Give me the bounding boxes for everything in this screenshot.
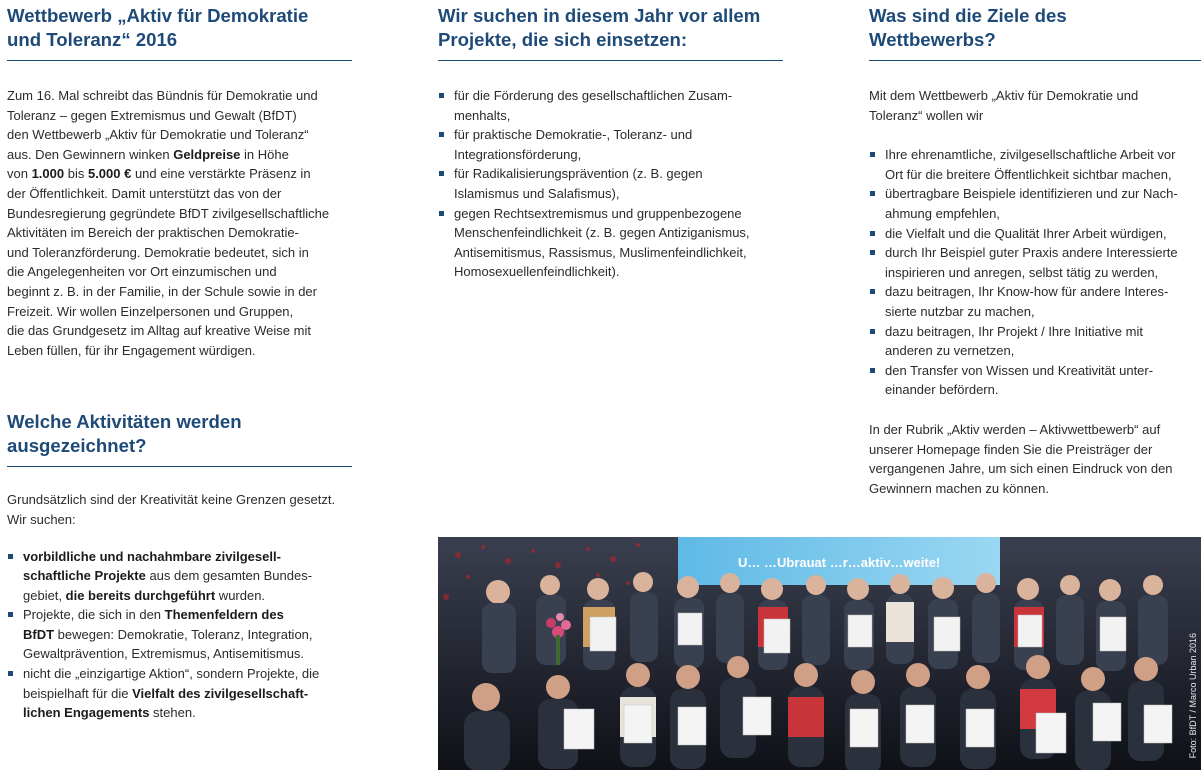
heading-rule: [7, 60, 352, 61]
bullet-square-icon: [8, 554, 13, 559]
bullet-square-icon: [870, 191, 875, 196]
bullet-square-icon: [870, 231, 875, 236]
intro-paragraph: Zum 16. Mal schreibt das Bündnis für Demokratie und Toleranz – gegen Extremismus und Gewalt (BfDT) den Wettbewerb „Aktiv für Demokratie und Toleranz“ aus. Den Gewinnern winken Geldpreise in Höhe von 1.000 bis 5.000 € und eine verstärkte Präsenz in der Öffentlichkeit. Damit unterstützt das von der Bundesregierung gegründete BfDT zivilgesellschaftliche Aktivitäten im Bereich der praktischen Demokratie- und Toleranzförderung. Demokratie bedeutet, sich in die Angelegenheiten vor Ort einzumischen und beginnt z. B. in der Familie, in der Schule sowie in der Freizeit. Wir wollen Einzelpersonen und Gruppen, die das Grundgesetz im Alltag auf kreative Weise mit Leben füllen, für ihr Engagement würdigen.: [7, 88, 330, 358]
heading-rule: [7, 466, 352, 467]
bullet-square-icon: [870, 329, 875, 334]
heading-rule: [438, 60, 783, 61]
list-item: vorbildliche und nachahmbare zivilgesell- schaftliche Projekte aus dem gesamten Bundes- gebiet, die bereits durchgeführt wurden.: [7, 547, 352, 606]
list-item: gegen Rechtsextremismus und gruppenbezogene Menschenfeindlichkeit (z. B. gegen Antiziganismus, Antisemitismus, Rassismus, Muslimenfeindlichkeit, Homosexuellenfeindlichkeit).: [438, 204, 783, 282]
goals-list: [869, 145, 1201, 400]
list-item: die Vielfalt und die Qualität Ihrer Arbeit würdigen,: [869, 224, 1201, 244]
list-item: durch Ihr Beispiel guter Praxis andere Interessierte inspirieren und anregen, selbst tätig zu werden,: [869, 243, 1201, 282]
bullet-square-icon: [439, 93, 444, 98]
list-item: Ihre ehrenamtliche, zivilgesellschaftliche Arbeit vor Ort für die breitere Öffentlichkeit sichtbar machen,: [869, 145, 1201, 184]
goals-intro: Mit dem Wettbewerb „Aktiv für Demokratie und Toleranz“ wollen wir: [869, 88, 1139, 123]
list-item: übertragbare Beispiele identifizieren und zur Nach- ahmung empfehlen,: [869, 184, 1201, 223]
photo-credit: Foto: BfDT / Marco Urban 2016: [1188, 632, 1198, 758]
bullet-square-icon: [870, 250, 875, 255]
heading-rule: [869, 60, 1201, 61]
list-item: für praktische Demokratie-, Toleranz- und Integrationsförderung,: [438, 125, 783, 164]
project-focus-list: [438, 86, 783, 282]
heading-ziele: Was sind die Ziele des Wettbewerbs?: [869, 5, 1067, 50]
list-item: für die Förderung des gesellschaftlichen Zusam- menhalts,: [438, 86, 783, 125]
group-photo: [438, 537, 1201, 770]
bullet-square-icon: [870, 289, 875, 294]
list-item: Projekte, die sich in den Themenfeldern des BfDT bewegen: Demokratie, Toleranz, Integration, Gewaltprävention, Extremismus, Antisemitismus.: [7, 605, 352, 664]
bullet-square-icon: [8, 671, 13, 676]
list-item: den Transfer von Wissen und Kreativität unter- einander befördern.: [869, 361, 1201, 400]
heading-wir-suchen: Wir suchen in diesem Jahr vor allem Projekte, die sich einsetzen:: [438, 5, 761, 50]
list-item: dazu beitragen, Ihr Projekt / Ihre Initiative mit anderen zu vernetzen,: [869, 322, 1201, 361]
column-right: [869, 0, 1201, 498]
heading-aktivitaeten: Welche Aktivitäten werden ausgezeichnet?: [7, 411, 242, 457]
column-middle: [438, 0, 783, 282]
list-item: dazu beitragen, Ihr Know-how für andere Interes- sierte nutzbar zu machen,: [869, 282, 1201, 321]
screen-text: U… …Ubrauat …r…aktiv…weite!: [738, 555, 941, 570]
list-item: nicht die „einzigartige Aktion“, sondern Projekte, die beispielhaft für die Vielfalt des zivilgesellschaft- lichen Engagements stehen.: [7, 664, 352, 723]
goals-outro: In der Rubrik „Aktiv werden – Aktivwettbewerb“ auf unserer Homepage finden Sie die Preisträger der vergangenen Jahre, um sich einen Eindruck von den Gewinnern machen zu können.: [869, 421, 1173, 496]
bullet-square-icon: [439, 171, 444, 176]
bullet-square-icon: [870, 368, 875, 373]
bullet-square-icon: [8, 612, 13, 617]
award-ceremony-illustration: [438, 537, 1201, 770]
criteria-list: [7, 547, 352, 723]
bullet-square-icon: [870, 152, 875, 157]
bullet-square-icon: [439, 211, 444, 216]
column-left: [7, 0, 352, 723]
criteria-intro: Grundsätzlich sind der Kreativität keine Grenzen gesetzt. Wir suchen:: [7, 492, 336, 527]
heading-wettbewerb: Wettbewerb „Aktiv für Demokratie und Toleranz“ 2016: [7, 5, 309, 50]
list-item: für Radikalisierungsprävention (z. B. gegen Islamismus und Salafismus),: [438, 164, 783, 203]
bullet-square-icon: [439, 132, 444, 137]
